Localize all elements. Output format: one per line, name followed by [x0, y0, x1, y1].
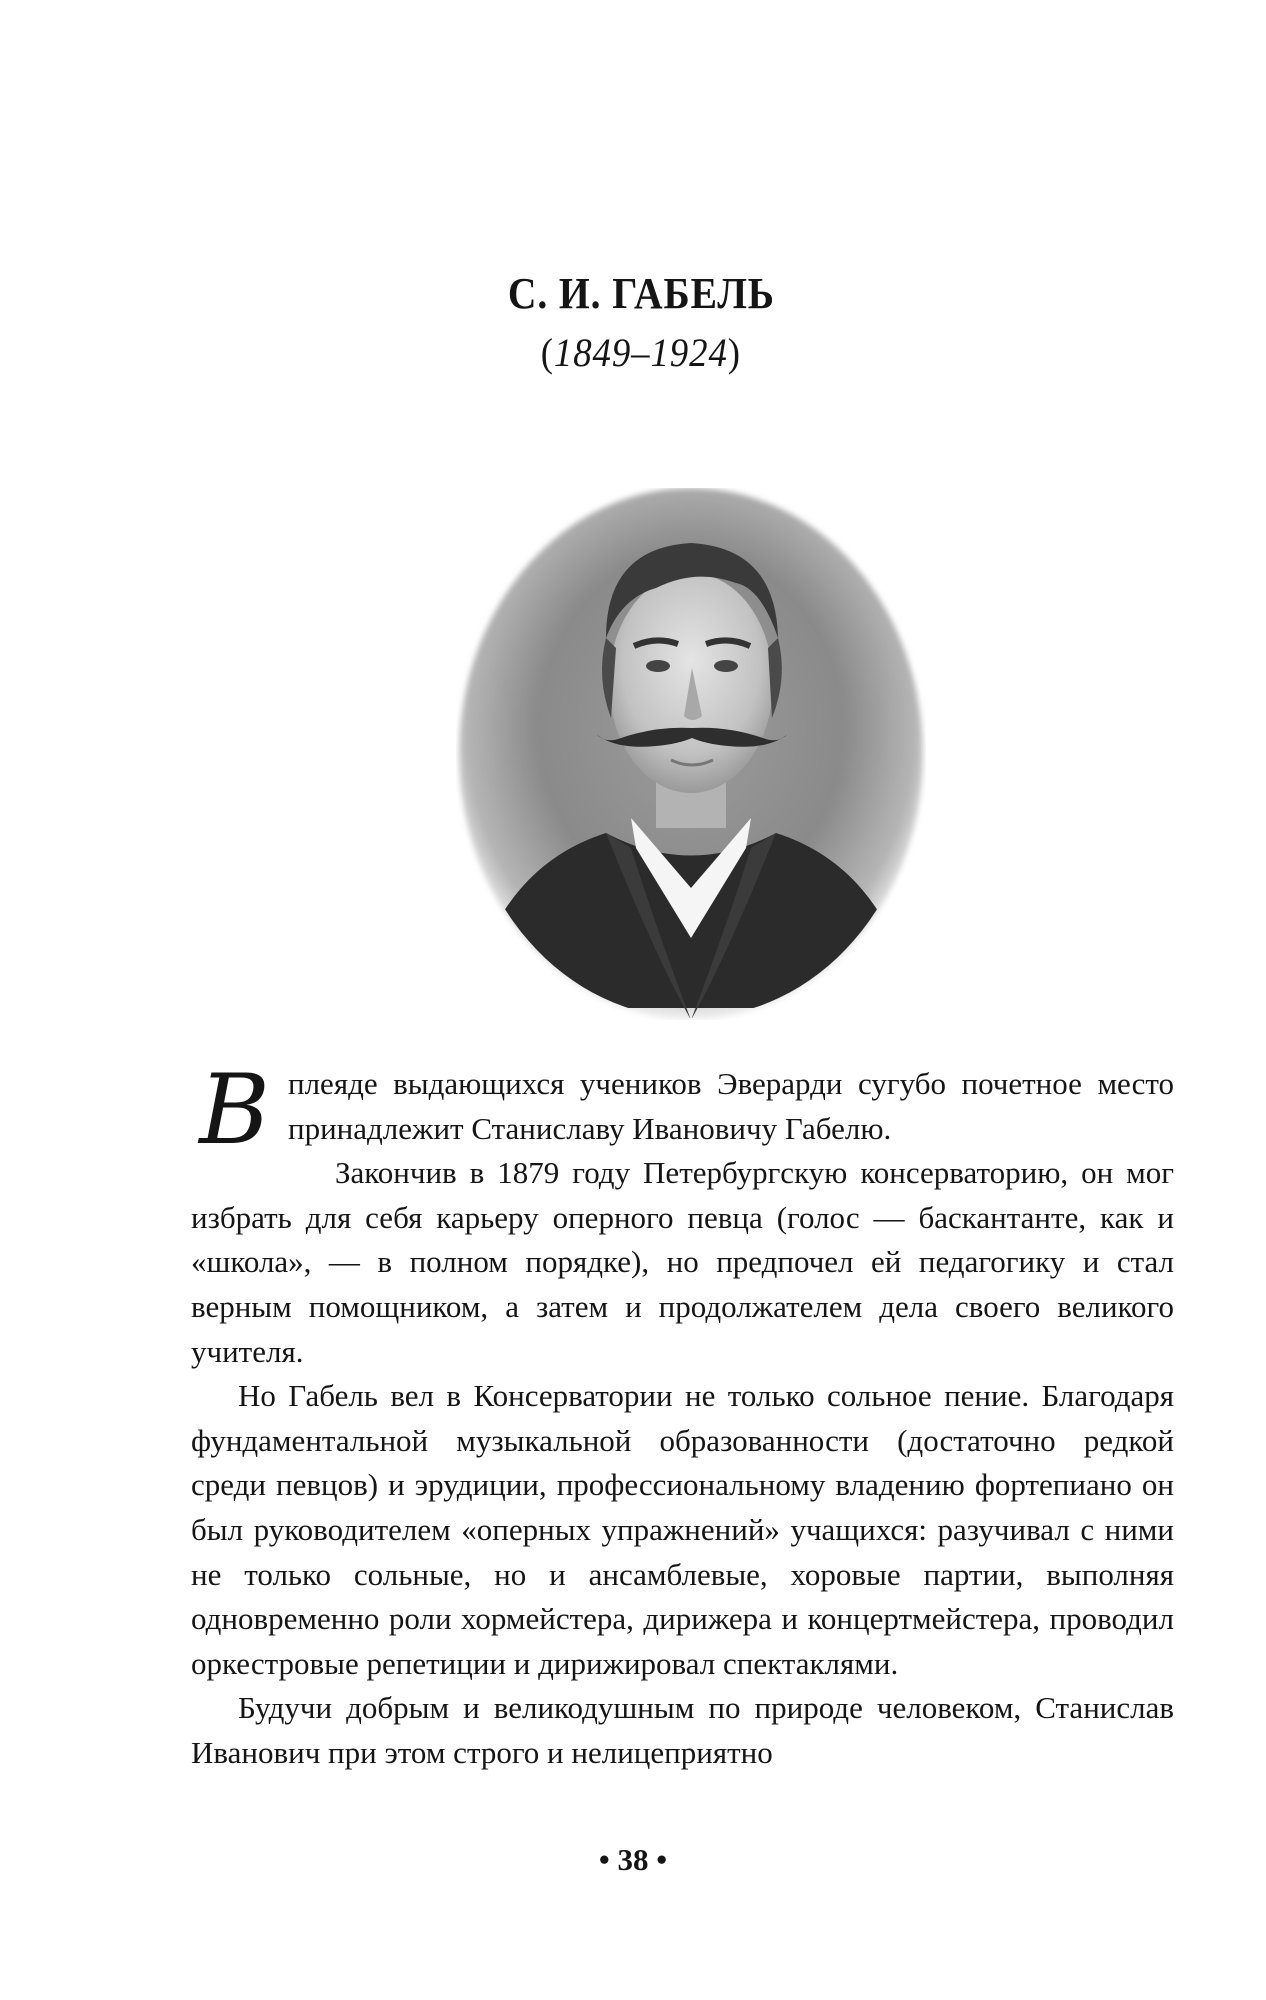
years-close-paren: ): [727, 330, 742, 375]
paragraph-1: [191, 1054, 1174, 1166]
paragraph-3: Но Габель вел в Консерватории не только сольное пение. Благодаря фундаментальной музыкальной образованности (достаточно редкой среди певцов) и эрудиции, профессиональному владению фортепиано он был руководителем «оперных упражнений» учащихся: разучивал с ними не только сольные, но и ансамблевые, хоровые партии, выполняя одновременно роли хормейстера, дирижера и концертмейстера, проводил оркестровые репетиции и дирижировал спектаклями.: [191, 1378, 1174, 1681]
article-body: [191, 1054, 1174, 1776]
paragraph-1-text: плеяде выдающихся учеников Эверарди сугубо почетное место принадлежит Станиславу Ивановичу Габелю.: [288, 1066, 1174, 1146]
drop-cap: В: [199, 1054, 270, 1166]
portrait-photo-icon: [456, 488, 926, 1020]
years-range: 1849–1924: [554, 330, 728, 375]
chapter-heading: [0, 268, 1266, 376]
life-years: [541, 329, 741, 376]
paragraph-2: Закончив в 1879 году Петербургскую консерваторию, он мог избрать для себя карьеру оперного певца (голос — баскантанте, как и «школа», — в полном порядке), но предпочел ей педагогику и стал верным помощником, а затем и продолжателем дела своего великого учителя.: [191, 1155, 1174, 1369]
years-open-paren: (: [540, 330, 555, 375]
page-title: С. И. ГАБЕЛЬ: [507, 269, 775, 318]
portrait-illustration: [456, 488, 926, 1020]
page-number: • 38 •: [598, 1842, 668, 1877]
paragraph-4: Будучи добрым и великодушным по природе человеком, Станислав Иванович при этом строго и нелицеприятно: [191, 1690, 1174, 1770]
